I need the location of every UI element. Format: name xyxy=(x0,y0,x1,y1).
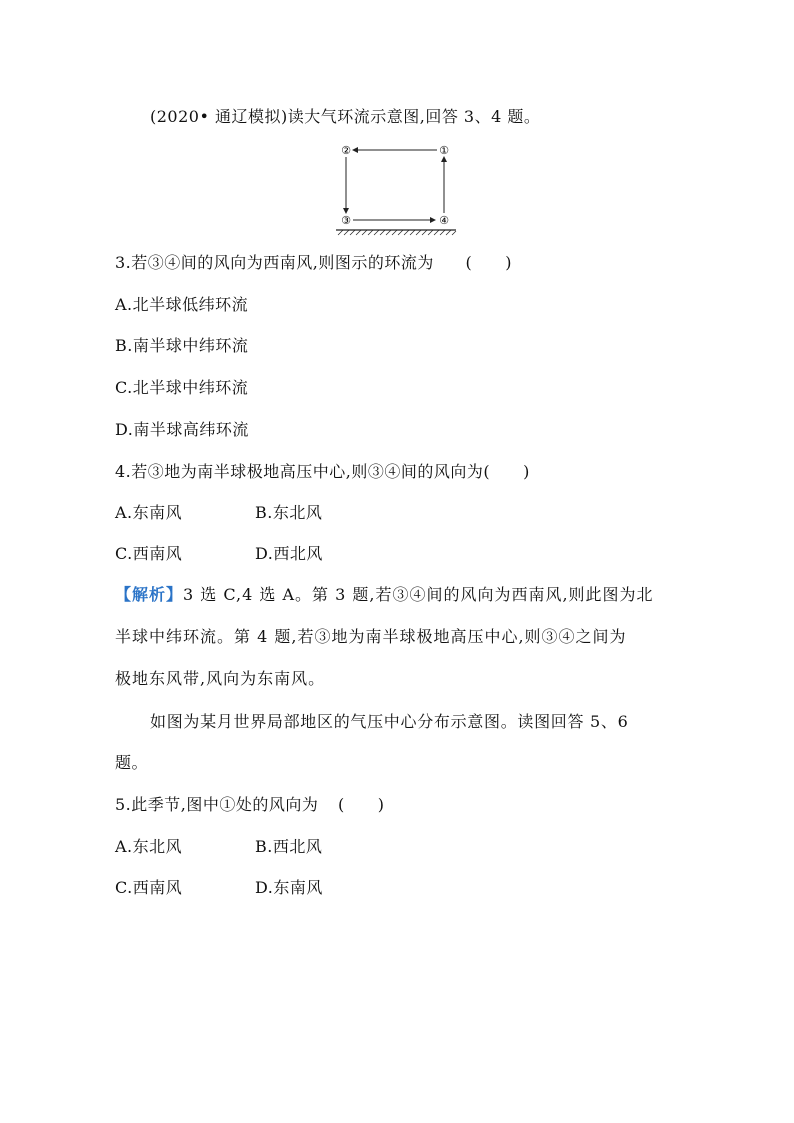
q3-option-d: D.南半球高纬环流 xyxy=(115,420,249,439)
q3-answer-paren: ( ) xyxy=(465,253,512,272)
q4-stem: 4.若③地为南半球极地高压中心,则③④间的风向为( ) xyxy=(115,462,530,481)
analysis-tag: 【解析】 xyxy=(115,585,184,604)
q4-option-b: B.东北风 xyxy=(255,503,323,522)
point-3-label: ③ xyxy=(341,214,351,227)
analysis-text-1: 3 选 C,4 选 A。第 3 题,若③④间的风向为西南风,则此图为北 xyxy=(183,585,654,604)
q4-option-d: D.西北风 xyxy=(255,544,323,563)
q3-option-c: C.北半球中纬环流 xyxy=(115,378,249,397)
ground-hatching xyxy=(338,230,456,235)
point-2-label: ② xyxy=(341,144,351,157)
q3-stem-text: 3.若③④间的风向为西南风,则图示的环流为 xyxy=(115,253,434,272)
intro2-line-2: 题。 xyxy=(115,753,149,772)
q5-options-row1 xyxy=(115,836,323,858)
q3-stem xyxy=(115,252,512,274)
q5-options-row2 xyxy=(115,877,323,899)
q5-answer-paren: ( ) xyxy=(337,795,385,814)
intro2-line-1: 如图为某月世界局部地区的气压中心分布示意图。读图回答 5、6 xyxy=(150,712,629,731)
q5-stem-text: 5.此季节,图中①处的风向为 xyxy=(115,795,319,814)
analysis-line-1 xyxy=(115,584,654,606)
q5-option-d: D.东南风 xyxy=(255,878,323,897)
q4-option-c: C.西南风 xyxy=(115,544,183,563)
q5-option-c: C.西南风 xyxy=(115,878,183,897)
point-1-label: ① xyxy=(439,144,449,157)
q4-options-row2 xyxy=(115,543,323,565)
analysis-line-3: 极地东风带,风向为东南风。 xyxy=(115,669,326,688)
q5-option-a: A.东北风 xyxy=(115,837,183,856)
q5-stem xyxy=(115,794,384,816)
q4-options-row1 xyxy=(115,502,323,524)
point-4-label: ④ xyxy=(439,214,449,227)
intro-text: (2020• 通辽模拟)读大气环流示意图,回答 3、4 题。 xyxy=(150,107,541,126)
analysis-line-2: 半球中纬环流。第 4 题,若③地为南半球极地高压中心,则③④之间为 xyxy=(115,627,627,646)
atmospheric-circulation-diagram xyxy=(330,140,460,240)
q5-option-b: B.西北风 xyxy=(255,837,323,856)
q3-option-b: B.南半球中纬环流 xyxy=(115,336,249,355)
q4-option-a: A.东南风 xyxy=(115,503,183,522)
q3-option-a: A.北半球低纬环流 xyxy=(115,295,249,314)
